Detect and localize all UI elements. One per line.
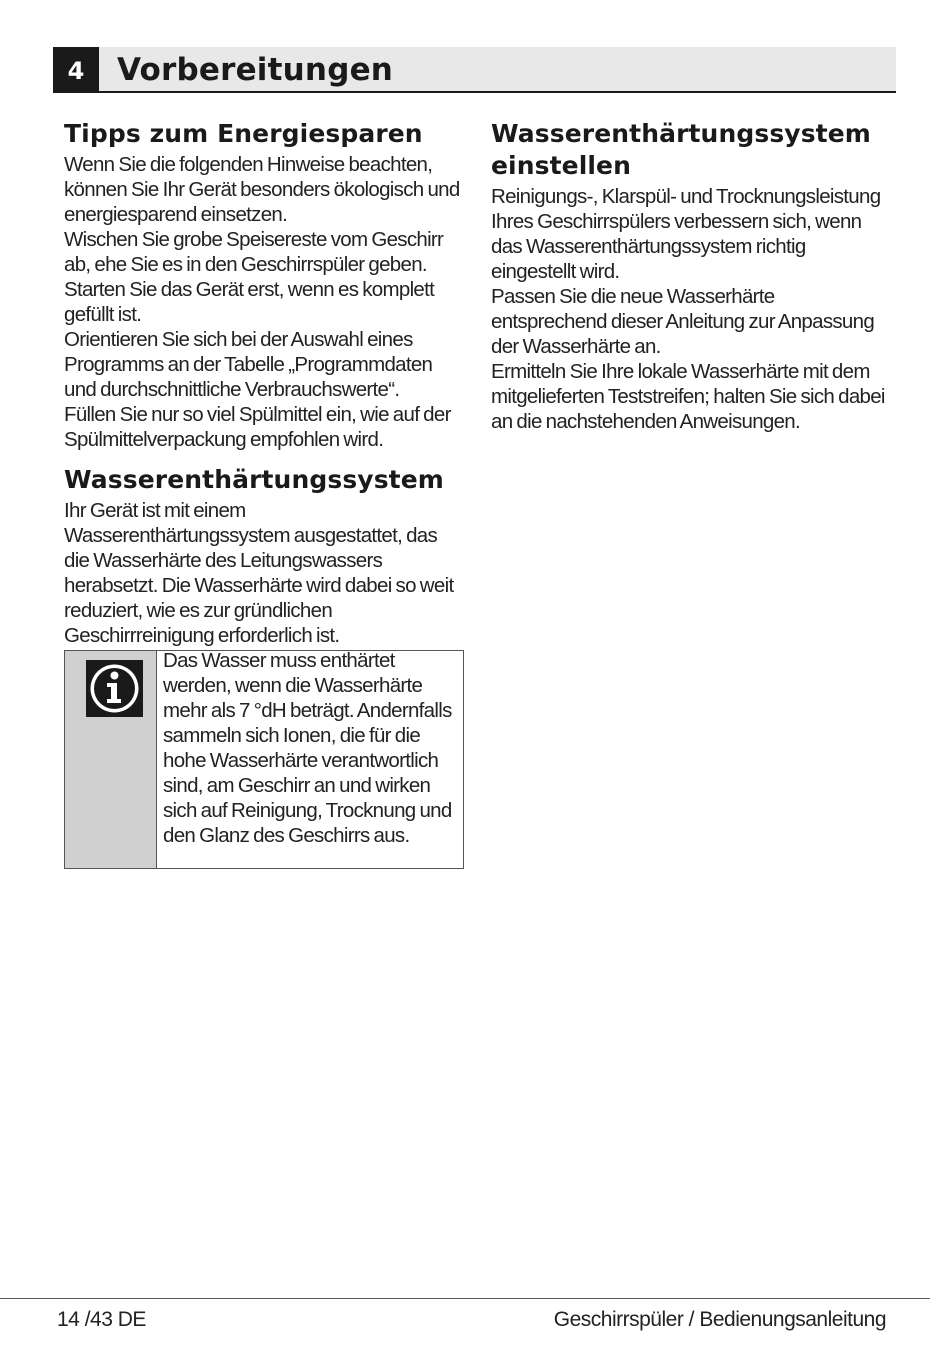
document-title: Geschirrspüler / Bedienungsanleitung: [553, 1308, 886, 1331]
info-text: Das Wasser muss enthärtet werden, wenn die Wasserhärte mehr als 7 °dH beträgt. Andernfalls sammeln sich Ionen, die für die hohe Wasserhärte verantwortlich sind, am Geschirr an und wirken sich auf Reinigung, Trocknung und den Glanz des Geschirrs aus.: [163, 649, 452, 847]
info-icon-cell: [65, 651, 157, 868]
setup-paragraph-2: Passen Sie die neue Wasserhärte entsprechend dieser Anleitung zur Anpassung der Wasserhärte an.: [491, 285, 875, 358]
setup-paragraph-3: Ermitteln Sie Ihre lokale Wasserhärte mit dem mitgelieferten Teststreifen; halten Sie sich dabei an die nachstehenden Anweisungen.: [491, 360, 885, 433]
info-icon: [86, 660, 143, 717]
footer-rule: [0, 1298, 930, 1299]
page-number: 14 /43 DE: [57, 1308, 146, 1331]
energy-saving-heading: Tipps zum Energiesparen: [64, 119, 423, 148]
energy-paragraph-2: Wischen Sie grobe Speisereste vom Geschirr ab, ehe Sie es in den Geschirrspüler geben.: [64, 228, 444, 276]
info-box: [64, 650, 464, 869]
left-column: [64, 118, 464, 869]
water-softening-heading: Wasserenthärtungssystem: [64, 465, 444, 494]
softening-setup-section: [491, 118, 891, 434]
energy-paragraph-1: Wenn Sie die folgenden Hinweise beachten, können Sie Ihr Gerät besonders ökologisch und energiesparend einsetzen.: [64, 153, 460, 226]
energy-paragraph-4: Orientieren Sie sich bei der Auswahl eines Programms an der Tabelle „Programmdaten und durchschnittliche Verbrauchswerte“.: [64, 328, 433, 401]
softening-setup-heading: Wasserenthärtungssystem einstellen: [491, 119, 871, 180]
energy-paragraph-5: Füllen Sie nur so viel Spülmittel ein, wie auf der Spülmittelverpackung empfohlen wird.: [64, 403, 451, 451]
setup-paragraph-1: Reinigungs-, Klarspül- und Trocknungsleistung Ihres Geschirrspülers verbessern sich, wenn das Wasserenthärtungssystem richtig eingestellt wird.: [491, 185, 881, 283]
chapter-number: 4: [53, 47, 99, 91]
water-softening-section: [64, 464, 464, 648]
info-text-cell: [157, 651, 463, 868]
water-softening-paragraph: Ihr Gerät ist mit einem Wasserenthärtungssystem ausgestattet, das die Wasserhärte des Leitungswassers herabsetzt. Die Wasserhärte wird dabei so weit reduziert, wie es zur gründlichen Geschirrreinigung erforderlich ist.: [64, 499, 454, 647]
chapter-title: Vorbereitungen: [117, 52, 394, 88]
energy-paragraph-3: Starten Sie das Gerät erst, wenn es komplett gefüllt ist.: [64, 278, 435, 326]
energy-saving-section: [64, 118, 464, 452]
chapter-header: [53, 47, 896, 93]
right-column: [491, 118, 891, 434]
